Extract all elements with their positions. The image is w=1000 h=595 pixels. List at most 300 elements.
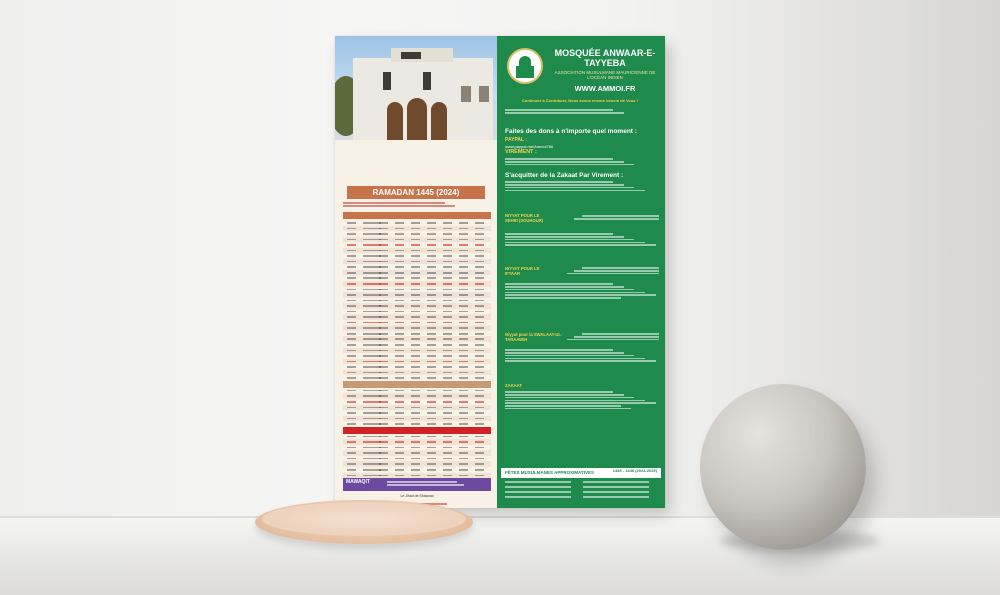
calendar-cell [475, 350, 484, 352]
calendar-cell [459, 401, 468, 403]
calendar-cell [427, 418, 436, 420]
fine-print-line [505, 360, 656, 362]
calendar-cell [347, 338, 356, 340]
calendar-cell [427, 366, 436, 368]
calendar-cell [395, 261, 404, 263]
fine-print-line [505, 233, 613, 235]
calendar-cell [475, 228, 484, 230]
fete-entry [583, 491, 649, 493]
calendar-cell [379, 272, 388, 274]
calendar-cell [395, 344, 404, 346]
calendar-cell [475, 289, 484, 291]
calendar-cell [411, 333, 420, 335]
calendar-cell [443, 377, 452, 379]
calendar-cell [443, 272, 452, 274]
calendar-cell [411, 401, 420, 403]
calendar-cell [427, 395, 436, 397]
calendar-cell [411, 261, 420, 263]
calendar-cell [379, 300, 388, 302]
calendar-cell [411, 344, 420, 346]
wooden-plate-inner [262, 502, 466, 536]
calendar-cell [347, 300, 356, 302]
calendar-cell [347, 355, 356, 357]
calendar-cell [379, 407, 388, 409]
calendar-cell [411, 469, 420, 471]
fine-print-line [505, 358, 645, 360]
calendar-cell [379, 316, 388, 318]
calendar-cell [475, 475, 484, 477]
calendar-cell [459, 283, 468, 285]
calendar-cell [443, 266, 452, 268]
niyyat-sehri-arabic [549, 214, 659, 221]
association-name: ASSOCIATION MUSULMANE MAURICIENNE DE L'OCÉAN INDIEN [554, 70, 656, 80]
calendar-cell [347, 233, 356, 235]
calendar-cell [459, 366, 468, 368]
calendar-cell [443, 305, 452, 307]
calendar-cell [459, 395, 468, 397]
calendar-cell [379, 322, 388, 324]
calendar-cell [459, 458, 468, 460]
calendar-cell [427, 294, 436, 296]
calendar-cell [475, 255, 484, 257]
calendar-cell [475, 244, 484, 246]
calendar-cell [411, 390, 420, 392]
calendar-cell [459, 475, 468, 477]
building-window [383, 72, 391, 90]
calendar-cell [459, 361, 468, 363]
calendar-cell [427, 338, 436, 340]
calendar-cell [395, 423, 404, 425]
calendar-cell [459, 222, 468, 224]
calendar-cell [395, 395, 404, 397]
poster-left-panel [335, 36, 497, 508]
mosque-photo [335, 36, 497, 140]
calendar-cell [427, 458, 436, 460]
calendar-cell [395, 412, 404, 414]
ramadan-title: RAMADAN 1445 (2024) [347, 186, 485, 199]
calendar-cell [347, 418, 356, 420]
calendar-cell [379, 401, 388, 403]
fete-entry [583, 481, 649, 483]
calendar-cell [347, 412, 356, 414]
fetes-title: FÊTES MUSULMANES APPROXIMATIVES [505, 470, 595, 475]
website: WWW.AMMOI.FR [574, 84, 636, 93]
calendar-cell [443, 441, 452, 443]
calendar-cell [427, 233, 436, 235]
calendar-cell [395, 475, 404, 477]
calendar-cell [379, 452, 388, 454]
calendar-cell [443, 255, 452, 257]
calendar-cell [411, 277, 420, 279]
calendar-cell [459, 412, 468, 414]
calendar-cell [427, 250, 436, 252]
virement-label: VIREMENT : [505, 149, 537, 155]
calendar-cell [347, 289, 356, 291]
calendar-cell [427, 447, 436, 449]
calendar-cell [347, 436, 356, 438]
calendar-cell [395, 458, 404, 460]
calendar-cell [347, 469, 356, 471]
calendar-cell [347, 322, 356, 324]
calendar-cell [443, 222, 452, 224]
calendar-cell [411, 377, 420, 379]
calendar-cell [347, 261, 356, 263]
calendar-cell [379, 294, 388, 296]
calendar-cell [459, 407, 468, 409]
calendar-cell [347, 327, 356, 329]
calendar-cell [411, 255, 420, 257]
calendar-cell [395, 311, 404, 313]
calendar-cell [395, 418, 404, 420]
calendar-cell [379, 441, 388, 443]
calendar-cell [379, 469, 388, 471]
calendar-cell [459, 338, 468, 340]
fine-print-line [505, 239, 634, 241]
calendar-cell [411, 463, 420, 465]
calendar-cell [411, 222, 420, 224]
calendar-cell [379, 447, 388, 449]
calendar-cell [475, 418, 484, 420]
fine-print-line [505, 283, 613, 285]
calendar-cell [427, 255, 436, 257]
calendar-cell [379, 350, 388, 352]
fete-entry [505, 481, 571, 483]
calendar-cell [395, 233, 404, 235]
calendar-cell [411, 233, 420, 235]
calendar-cell [443, 233, 452, 235]
calendar-cell [427, 244, 436, 246]
calendar-cell [443, 338, 452, 340]
calendar-cell [411, 338, 420, 340]
calendar-cell [459, 322, 468, 324]
calendar-cell [427, 355, 436, 357]
calendar-cell [427, 463, 436, 465]
fine-print-line [505, 187, 634, 189]
paypal-label: PAYPAL : [505, 137, 528, 143]
calendar-cell [475, 277, 484, 279]
calendar-cell [379, 418, 388, 420]
calendar-cell [475, 441, 484, 443]
calendar-cell [411, 418, 420, 420]
zakaat-details [505, 180, 659, 196]
calendar-cell [443, 407, 452, 409]
calendar-cell [347, 305, 356, 307]
calendar-cell [443, 327, 452, 329]
paypal-link[interactable]: www.paypal.me/Ammoi786 [505, 144, 554, 149]
calendar-cell [475, 377, 484, 379]
calendar-cell [427, 372, 436, 374]
calendar-cell [427, 327, 436, 329]
calendar-cell [475, 327, 484, 329]
calendar-cell [475, 261, 484, 263]
fine-print-line [505, 190, 645, 192]
logo-dome-icon [519, 56, 531, 66]
calendar-cell [459, 423, 468, 425]
stone-sphere [700, 384, 866, 550]
fete-entry [505, 496, 571, 498]
calendar-cell [395, 244, 404, 246]
calendar-cell [379, 289, 388, 291]
niyyat-taraawih-translation [505, 348, 659, 378]
calendar-cell [379, 277, 388, 279]
fetes-years: 1445 - 1446 (2024-2025) [612, 468, 657, 473]
calendar-cell [443, 355, 452, 357]
calendar-cell [347, 228, 356, 230]
poster-right-panel [497, 36, 665, 508]
calendar-cell [475, 372, 484, 374]
calendar-cell [459, 294, 468, 296]
calendar-cell [395, 350, 404, 352]
calendar-cell [475, 469, 484, 471]
calendar-cell [395, 377, 404, 379]
calendar-cell [347, 452, 356, 454]
calendar-cell [443, 283, 452, 285]
calendar-cell [459, 272, 468, 274]
fine-print-line [567, 339, 659, 341]
building-door [387, 102, 403, 140]
fine-print-line [505, 352, 624, 354]
calendar-cell [459, 418, 468, 420]
calendar-cell [411, 311, 420, 313]
calendar-cell [347, 311, 356, 313]
ramadan-poster [335, 36, 665, 508]
calendar-cell [379, 333, 388, 335]
calendar-cell [427, 283, 436, 285]
calendar-cell [379, 261, 388, 263]
calendar-cell [443, 458, 452, 460]
calendar-cell [427, 390, 436, 392]
appeal-text: Continuez à Contribuer, Nous avons encore besoin de Vous ! [522, 98, 638, 103]
calendar-cell [411, 447, 420, 449]
calendar-cell [475, 333, 484, 335]
calendar-cell [443, 350, 452, 352]
calendar-cell [395, 469, 404, 471]
fete-entry [583, 486, 649, 488]
calendar-cell [347, 447, 356, 449]
fine-print-line [343, 202, 445, 204]
fine-print-line [574, 218, 659, 220]
calendar-cell [379, 458, 388, 460]
fine-print-line [505, 391, 613, 393]
calendar-cell [443, 300, 452, 302]
calendar-eid-bar [343, 427, 491, 434]
calendar-cell [475, 300, 484, 302]
niyyat-taraawih-label: Niyyat pour la SWALAAT-UL-TARAAWIH [505, 332, 563, 342]
zakaat-label: ZAKAAT [505, 383, 522, 388]
calendar-cell [475, 423, 484, 425]
calendar-cell [411, 244, 420, 246]
calendar-cell [347, 407, 356, 409]
niyyat-sehri-label: NIYYAT POUR LE SEHRI (SOUHOUR) [505, 213, 544, 223]
calendar-cell [475, 338, 484, 340]
calendar-cell [427, 344, 436, 346]
calendar-cell [395, 441, 404, 443]
calendar-cell [427, 401, 436, 403]
fine-print-line [574, 336, 659, 338]
calendar-cell [379, 361, 388, 363]
calendar-cell [395, 452, 404, 454]
fine-print-line [505, 408, 631, 410]
calendar-cell [411, 423, 420, 425]
fine-print-line [505, 161, 624, 163]
calendar-cell [411, 458, 420, 460]
calendar-cell [443, 436, 452, 438]
calendar-cell [379, 355, 388, 357]
calendar-cell [475, 294, 484, 296]
calendar-cell [379, 423, 388, 425]
calendar-cell [475, 233, 484, 235]
calendar-cell [395, 366, 404, 368]
calendar-cell [347, 333, 356, 335]
calendar-header [343, 212, 491, 219]
calendar-cell [427, 377, 436, 379]
calendar-cell [411, 441, 420, 443]
calendar-cell [459, 333, 468, 335]
fine-print-line [505, 164, 634, 166]
calendar-cell [347, 294, 356, 296]
calendar-cell [443, 261, 452, 263]
fine-print-line [582, 215, 659, 217]
calendar-cell [459, 255, 468, 257]
calendar-cell [395, 390, 404, 392]
calendar-cell [347, 222, 356, 224]
calendar-divider-bar [343, 381, 491, 388]
calendar-cell [459, 300, 468, 302]
calendar-cell [427, 361, 436, 363]
calendar-cell [411, 412, 420, 414]
calendar-cell [395, 305, 404, 307]
calendar-cell [427, 322, 436, 324]
fine-print-line [574, 270, 659, 272]
calendar-cell [459, 250, 468, 252]
calendar-cell [411, 289, 420, 291]
calendar-cell [443, 250, 452, 252]
fine-print-line [505, 402, 656, 404]
calendar-cell [379, 395, 388, 397]
calendar-cell [459, 327, 468, 329]
calendar-cell [347, 372, 356, 374]
calendar-cell [411, 322, 420, 324]
calendar-cell [411, 316, 420, 318]
calendar-cell [347, 277, 356, 279]
calendar-cell [427, 469, 436, 471]
calendar-cell [395, 300, 404, 302]
calendar-cell [395, 255, 404, 257]
fine-print-line [505, 294, 656, 296]
calendar-cell [475, 344, 484, 346]
calendar-cell [347, 344, 356, 346]
calendar-cell [427, 222, 436, 224]
fine-print-line [505, 112, 624, 114]
calendar-cell [395, 463, 404, 465]
calendar-cell [427, 436, 436, 438]
calendar-cell [395, 338, 404, 340]
building-top-window [401, 52, 421, 59]
calendar-cell [475, 222, 484, 224]
fete-entry [505, 486, 571, 488]
calendar-cell [379, 283, 388, 285]
fete-entry [583, 496, 649, 498]
niyyat-sehri-translation [505, 232, 659, 258]
niyyat-iftaar-translation [505, 282, 659, 316]
calendar-cell [379, 233, 388, 235]
calendar-cell [443, 366, 452, 368]
calendar-cell [411, 407, 420, 409]
calendar-cell [395, 289, 404, 291]
calendar-cell [427, 228, 436, 230]
calendar-cell [411, 395, 420, 397]
calendar-cell [347, 475, 356, 477]
calendar-cell [395, 361, 404, 363]
calendar-cell [347, 458, 356, 460]
prophet-quote [505, 108, 659, 122]
calendar-cell [443, 447, 452, 449]
calendar-cell [427, 311, 436, 313]
fine-print-line [505, 242, 645, 244]
calendar-cell [395, 436, 404, 438]
calendar-cell [411, 372, 420, 374]
calendar-cell [395, 222, 404, 224]
calendar-cell [411, 228, 420, 230]
calendar-cell [347, 395, 356, 397]
calendar-cell [459, 244, 468, 246]
calendar-cell [459, 239, 468, 241]
fine-print-line [505, 349, 613, 351]
calendar-cell [475, 395, 484, 397]
calendar-cell [443, 475, 452, 477]
calendar-cell [347, 255, 356, 257]
calendar-cell [459, 261, 468, 263]
calendar-cell [427, 277, 436, 279]
calendar-cell [411, 361, 420, 363]
fine-print-line [505, 400, 645, 402]
calendar-cell [475, 266, 484, 268]
calendar-cell [395, 272, 404, 274]
calendar-cell [379, 366, 388, 368]
calendar-cell [411, 272, 420, 274]
calendar-cell [347, 377, 356, 379]
calendar-cell [379, 475, 388, 477]
calendar-cell [459, 233, 468, 235]
ramadan-subtitle [343, 201, 489, 208]
calendar-cell [411, 355, 420, 357]
calendar-cell [379, 412, 388, 414]
calendar-cell [347, 272, 356, 274]
calendar-cell [443, 239, 452, 241]
calendar-cell [475, 447, 484, 449]
niyyat-iftaar-arabic [549, 266, 659, 276]
calendar-cell [379, 266, 388, 268]
calendar-cell [443, 418, 452, 420]
calendar-cell [379, 255, 388, 257]
fine-print-line [505, 184, 624, 186]
calendar-cell [347, 361, 356, 363]
calendar-cell [443, 401, 452, 403]
calendar-cell [395, 372, 404, 374]
fine-print-line [505, 297, 621, 299]
calendar-cell [475, 401, 484, 403]
calendar-cell [459, 305, 468, 307]
fine-print-line [505, 405, 621, 407]
calendar-cell [347, 283, 356, 285]
calendar-cell [427, 407, 436, 409]
fine-print-line [505, 236, 624, 238]
calendar-cell [475, 311, 484, 313]
fine-print-line [387, 481, 457, 483]
calendar-cell [475, 250, 484, 252]
calendar-cell [411, 475, 420, 477]
calendar-cell [411, 327, 420, 329]
